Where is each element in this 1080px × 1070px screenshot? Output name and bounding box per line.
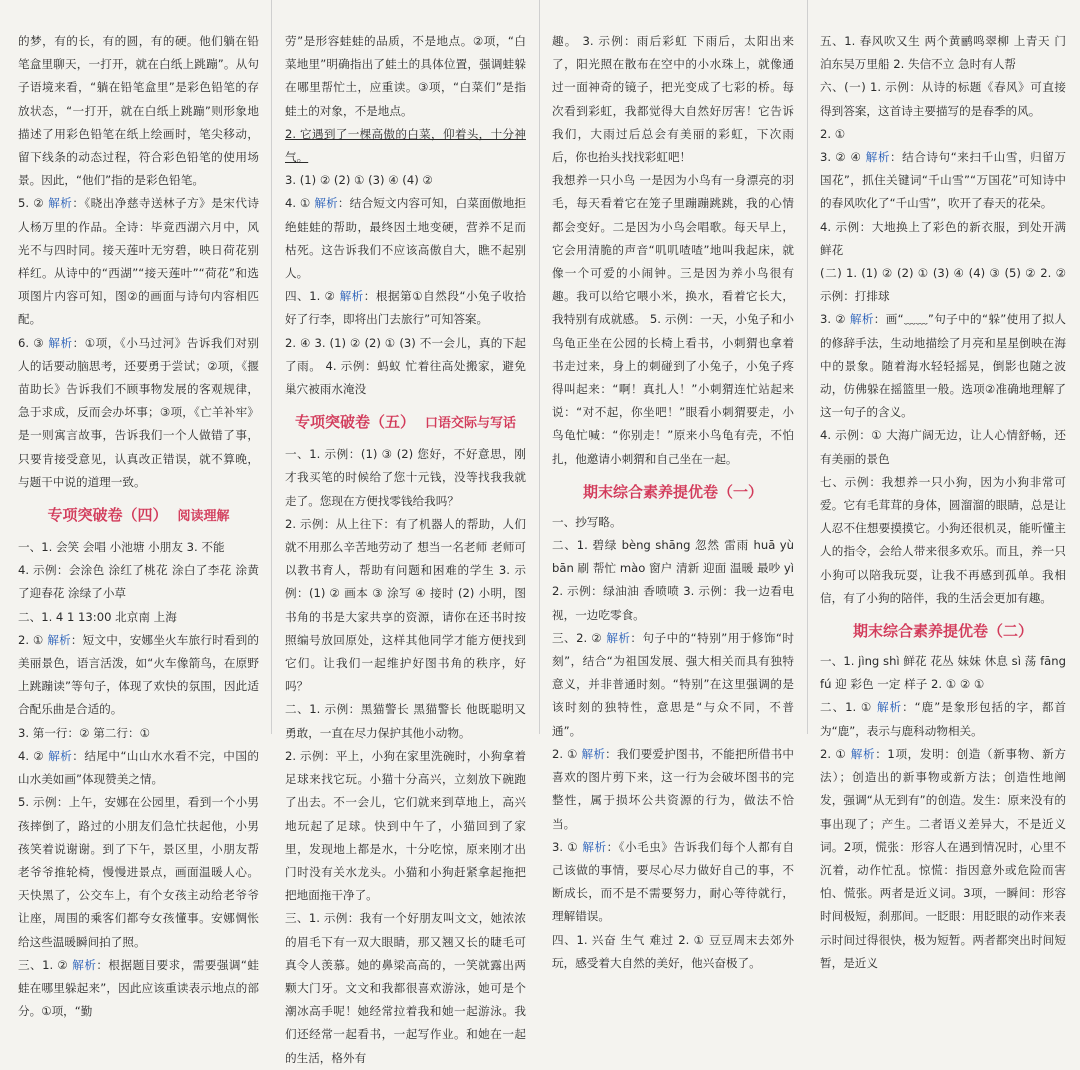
answer-paragraph: 二、1. 4 1 13:00 北京南 上海 [18, 609, 177, 624]
answer-paragraph: 3. ① 解析：《小毛虫》告诉我们每个人都有自己该做的事情，要尽心尽力做好自己的事，不断成长，而不是不需要努力，耐心等待就行，理解错误。 [552, 839, 794, 924]
answer-paragraph: 4. ② 解析：结尾中“山山水水看不完，中国的山水美如画”体现赞美之情。 [18, 748, 259, 787]
analysis-label: 解析 [314, 196, 338, 211]
answer-paragraph: 的梦，有的长，有的圆，有的硬。他们躺在铅笔盒里聊天，一打开，就在白纸上跳蹦”。从句子语境来看，“躺在铅笔盒里”是彩色铅笔的存放状态，“一打开，就在白纸上跳蹦”则形象地描述了用彩色铅笔在纸上绘画时，笔尖移动，留下线条的动态过程，符合彩色铅笔的使用场景。因此，“他们”指的是彩色铅笔。 [18, 34, 259, 188]
answer-paragraph: 2. 它遇到了一棵高傲的白菜，仰着头，十分神气。 [285, 126, 526, 165]
column-1 [10, 0, 267, 1019]
analysis-label: 解析 [72, 957, 97, 972]
section-title [820, 616, 1066, 646]
answer-paragraph: 一、1. 示例：(1) ③ (2) 您好，不好意思，刚才我买笔的时候给了您十元钱，没等找我我就走了。您现在方便找零钱给我吗？ [285, 447, 526, 508]
analysis-label: 解析 [339, 289, 364, 304]
answer-paragraph: 2. ① 解析：短文中，安娜坐火车旅行时看到的美丽景色，语言活泼，如“火车像箭鸟，在原野上跳蹦读”等句子，体现了欢快的氛围，因此适合配乐曲是合适的。 [18, 632, 259, 717]
answer-paragraph: 四、1. 兴奋 生气 难过 2. ① 豆豆周末去郊外玩，感受着大自然的美好，他兴奋极了。 [552, 932, 794, 970]
column-divider [539, 0, 540, 734]
answer-paragraph: 3. 第一行：② 第二行：① [18, 725, 150, 740]
section-subtitle: 口语交际与写话 [425, 416, 517, 432]
answer-paragraph: (二) 1. (1) ② (2) ① (3) ④ (4) ③ (5) ② 2. ② 示例：打排球 [820, 266, 1066, 304]
column-divider [807, 0, 808, 734]
analysis-label: 解析 [48, 196, 73, 211]
analysis-label: 解析 [582, 839, 607, 854]
answer-paragraph: 2. 示例：从上往下：有了机器人的帮助，人们就不用那么辛苦地劳动了 想当一名老师 老师可以教书育人，帮助有问题和困难的学生 3. 示例：(1) ② 画本 ③ 涂写 ④ 接时 (2) 小明，图书角的书是大家共享的资源，请你在还书时按照编号放回原处，这样其他同学才能方便找到它们。让我们一起维护好图书角的秩序，好吗？ [285, 516, 526, 694]
section-title-text: 期末综合素养提优卷（一） [582, 482, 763, 501]
answer-paragraph: 趣。 3. 示例：雨后彩虹 下雨后，太阳出来了，阳光照在散布在空中的小水珠上，就像通过一面神奇的镜子，把光变成了七彩的桥。每次看到彩虹，我都觉得大自然好厉害！它告诉我们，大雨过后总会有美丽的彩虹，下次雨后，你也抬头找找彩虹吧！ [552, 34, 794, 165]
section-subtitle: 阅读理解 [177, 509, 230, 525]
answer-paragraph: 2. ① 解析：我们要爱护图书，不能把所借书中喜欢的图片剪下来，这一行为会破坏图书的完整性，属于损坏公共资源的行为，做法不恰当。 [552, 746, 794, 831]
analysis-label: 解析 [581, 746, 606, 761]
column-3 [544, 0, 802, 970]
column-divider [271, 0, 272, 734]
answer-paragraph: 六、(一) 1. 示例：从诗的标题《春风》可直接得到答案，这首诗主要描写的是春季的风。 [820, 80, 1066, 118]
section-title [552, 477, 794, 507]
answer-paragraph: 四、1. ② 解析：根据第①自然段“小兔子收拾好了行李，即将出门去旅行”可知答案。 [285, 289, 526, 327]
answer-paragraph: 3. ② ④ 解析：结合诗句“来扫千山雪，归留万国花”，抓住关键词“千山雪”“万国花”可知诗中的春风吹化了“千山雪”，吹开了春天的花朵。 [820, 150, 1066, 211]
section-title-text: 专项突破卷（四） [47, 506, 168, 525]
answer-paragraph: 三、1. 示例：我有一个好朋友叫文文，她浓浓的眉毛下有一双大眼睛，那又翘又长的睫毛可真令人羡慕。她的鼻梁高高的，一笑就露出两颗大门牙。文文和我都很喜欢游泳，她可是个潮冰高手呢！她经常拉着我和她一起游泳。我们还经常一起看书，一起写作业。和她在一起的生活，格外有 [285, 911, 526, 1065]
answer-paragraph: 4. 示例：① 大海广阔无边，让人心情舒畅，还有美丽的景色 [820, 428, 1066, 466]
analysis-label: 解析 [849, 312, 874, 327]
answer-paragraph: 二、1. ① 解析：“鹿”是象形包括的字，都首为“鹿”，表示与鹿科动物相关。 [820, 700, 1066, 738]
analysis-label: 解析 [48, 335, 73, 350]
answer-paragraph: 一、1. jìng shì 鲜花 花丛 妹妹 休息 sì 荡 fāng fú 迎 彩色 一定 样子 2. ① ② ① [820, 654, 1066, 692]
analysis-label: 解析 [606, 630, 631, 645]
answer-paragraph: 劳”是形容蛙蛙的品质，不是地点。②项，“白菜地里”明确指出了蛙土的具体位置，强调蛙躲在哪里帮忙土，应重读。③项，“白菜们”是指蛙土的对象，不是地点。 [285, 34, 526, 118]
answer-paragraph: 2. ④ 3. (1) ② (2) ① (3) 不一会儿，真的下起了雨。 4. 示例：蚂蚁 忙着往高处搬家，避免巢穴被雨水淹没 [285, 335, 526, 397]
answer-paragraph: 2. 示例：平上，小狗在家里洗碗时，小狗拿着足球来找它玩。小猫十分高兴，立刻放下碗跑了出去。不一会儿，它们就来到草地上，高兴地玩起了足球。快到中午了，小猫回到了家里，发现地上都是水，十分吃惊，原来刚才出门时没有关水龙头。小猫和小狗赶紧拿起拖把把地面拖干净了。 [285, 748, 526, 903]
answer-paragraph: 我想养一只小鸟 一是因为小鸟有一身漂亮的羽毛，每天看着它在笼子里蹦蹦跳跳，我的心情都会变好。二是因为小鸟会唱歌。每天早上，它会用清脆的声音“叽叽喳喳”地叫我起床，就像一个可爱的小闹钟。三是因为养小鸟很有趣。我可以给它喂小米，换水，看着它长大，我特别有成就感。 5. 示例：一天，小兔子和小鸟龟正坐在公园的长椅上看书，小刺猬也拿着书走过来，身上的刺碰到了小兔子，小兔子疼得叫起来：“啊！真扎人！”小刺猬连忙站起来说：“对不起，你坐吧！”眼看小刺猬要走，小鸟龟忙喊：“你别走！”原来小鸟龟有壳，不怕扎，他邀请小刺猬和自己坐在一起。 [552, 173, 794, 466]
answer-paragraph: 三、1. ② 解析：根据题目要求，需要强调“蛙蛙在哪里躲起来”，因此应该重读表示地点的部分。①项，“勤 [18, 957, 259, 1019]
answer-paragraph: 七、示例：我想养一只小狗，因为小狗非常可爱。它有毛茸茸的身体，圆溜溜的眼睛，总是让人忍不住想要摸摸它。小狗还很机灵，能听懂主人的指令，会给人带来很多欢乐。而且，养一只小狗可以陪我玩耍，让我不再感到孤单。我相信，有了小狗的陪伴，我的生活会更加有趣。 [820, 474, 1066, 605]
column-4 [812, 0, 1074, 970]
analysis-label: 解析 [876, 700, 903, 715]
analysis-label: 解析 [47, 632, 71, 647]
column-2 [277, 0, 534, 1065]
answer-paragraph: 2. ① 解析：1项，发明：创造（新事物、新方法）；创造出的新事物或新方法；创造性地阐发，强调“从无到有”的创造。发生：原来没有的事出现了；产生。二者语义差异大，不是近义词。2项，慌张：形容人在遇到情况时，心里不沉着，动作忙乱。惊慌：指因意外或危险而害怕、慌张。两者是近义词。3项，一瞬间：形容时间极短，刹那间。一眨眼：用眨眼的动作来表示时间过得很快，极为短暂。两者都突出时间短暂，是近义 [820, 746, 1066, 970]
analysis-label: 解析 [865, 150, 890, 165]
answer-paragraph: 6. ③ 解析：①项，《小马过河》告诉我们对别人的话要动脑思考，还要勇于尝试；②项，《揠苗助长》告诉我们不顾事物发展的客观规律，急于求成，反而会办坏事；③项，《亡羊补牢》是一则寓言故事，告诉我们一个人做错了事，只要肯接受意见，认真改正错误，就不算晚，与题干中说的道理一致。 [18, 335, 259, 489]
answer-paragraph: 三、2. ② 解析：句子中的“特别”用于修饰“时刻”，结合“为祖国发展、强大相关而具有独特意义，并非普通时刻。“特别”在这里强调的是该时刻的独特性，意思是“与众不同，不普通”。 [552, 630, 794, 738]
answer-paragraph: 4. ① 解析：结合短文内容可知，白菜面傲地拒绝蛙蛙的帮助，最终因土地变硬，营养不足而枯死。这告诉我们不应该高傲自大，瞧不起别人。 [285, 196, 526, 281]
answer-paragraph: 2. ① [820, 126, 846, 141]
analysis-label: 解析 [850, 746, 876, 761]
answer-paragraph: 5. 示例：上午，安娜在公园里，看到一个小男孩摔倒了，路过的小朋友们急忙扶起他，小男孩笑着说谢谢。到了下午，景区里，小朋友帮老爷爷推轮椅，慢慢进景点，画面温暖人心。天快黑了，公交车上，有个女孩主动给老爷爷让座，周围的乘客们都夸女孩懂事。安娜惆怅给这些温暖瞬间拍了照。 [18, 795, 259, 949]
section-title-text: 专项突破卷（五） [294, 413, 415, 432]
answer-paragraph: 5. ② 解析：《晓出净慈寺送林子方》是宋代诗人杨万里的作品。全诗：毕竟西湖六月中，风光不与四时同。接天莲叶无穷碧，映日荷花别样红。从诗中的“西湖”“接天莲叶”“荷花”和选项图片内容可知，图②的画面与诗句内容相匹配。 [18, 196, 259, 327]
section-title [18, 500, 259, 532]
answer-paragraph: 4. 示例：大地换上了彩色的新衣服，到处开满鲜花 [820, 219, 1066, 257]
answer-paragraph: 二、1. 示例：黑猫警长 黑猫警长 他既聪明又勇敢，一直在尽力保护其他小动物。 [285, 702, 526, 740]
analysis-label: 解析 [48, 748, 73, 763]
answer-paragraph: 一、抄写略。 [552, 514, 622, 529]
answer-paragraph: 一、1. 会笑 会唱 小池塘 小朋友 3. 不能 [18, 540, 225, 555]
section-title [285, 407, 526, 439]
answer-paragraph: 3. (1) ② (2) ① (3) ④ (4) ② [285, 173, 433, 188]
answer-paragraph: 五、1. 春风吹又生 两个黄鹂鸣翠柳 上青天 门泊东吴万里船 2. 失信不立 急时有人帮 [820, 34, 1066, 72]
answer-paragraph: 二、1. 碧绿 bèng shāng 忽然 雷雨 huā yù bān 刷 帮忙 mào 窗户 清新 迎面 温暖 最吵 yì 2. 示例：绿油油 香喷喷 3. 示例：我一边看电视，一边吃零食。 [552, 538, 794, 622]
answer-paragraph: 4. 示例：会涂色 涂红了桃花 涂白了李花 涂黄了迎春花 涂绿了小草 [18, 563, 259, 601]
section-title-text: 期末综合素养提优卷（二） [852, 622, 1033, 641]
answer-paragraph: 3. ② 解析：画“﹏﹏”句子中的“躲”使用了拟人的修辞手法，生动地描绘了月亮和星星倒映在海中的景象。随着海水轻轻摇晃，倒影也随之波动，仿佛躲在摇篮里一般。选项②准确地理解了这一句子的含义。 [820, 312, 1066, 420]
